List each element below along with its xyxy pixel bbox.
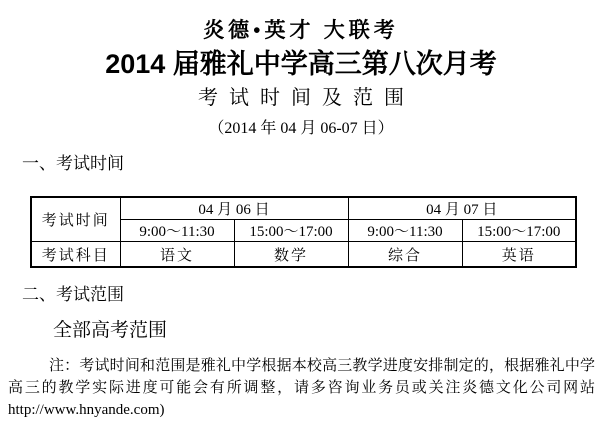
exam-scope-text: 全部高考范围	[53, 320, 168, 341]
exam-date-range: （2014 年 04 月 06-07 日）	[208, 120, 394, 137]
exam-main-title: 2014 届雅礼中学高三第八次月考	[105, 49, 497, 79]
brand-title: 炎德•英才 大联考	[203, 18, 399, 42]
section-heading-exam-scope: 二、考试范围	[22, 285, 124, 304]
section-heading-exam-time: 一、考试时间	[22, 154, 124, 173]
table-row-subjects	[31, 242, 576, 268]
table-row-dates	[31, 197, 576, 220]
subject-cell-math: 数学	[234, 242, 348, 268]
exam-schedule-table	[30, 196, 577, 268]
time-cell-day1-morning: 9:00～11:30	[120, 220, 234, 242]
row-header-exam-time-cell: 考试时间	[31, 197, 120, 242]
note-paragraph: 注：考试时间和范围是雅礼中学根据本校高三教学进度安排制定的，根据雅礼中学高三的教学实际进度可能会有所调整，请多咨询业务员或关注炎德文化公司网站http://www.hnyande.com)	[8, 358, 595, 418]
date-header-day1-cell: 04 月 06 日	[120, 197, 348, 220]
exam-subtitle: 考试时间及范围	[198, 87, 415, 109]
row-header-exam-subject-cell: 考试科目	[31, 242, 120, 268]
subject-cell-chinese: 语文	[120, 242, 234, 268]
time-cell-day1-afternoon: 15:00～17:00	[234, 220, 348, 242]
date-header-day2-cell: 04 月 07 日	[348, 197, 576, 220]
time-cell-day2-afternoon: 15:00～17:00	[462, 220, 576, 242]
subject-cell-english: 英语	[462, 242, 576, 268]
time-cell-day2-morning: 9:00～11:30	[348, 220, 462, 242]
subject-cell-comprehensive: 综合	[348, 242, 462, 268]
